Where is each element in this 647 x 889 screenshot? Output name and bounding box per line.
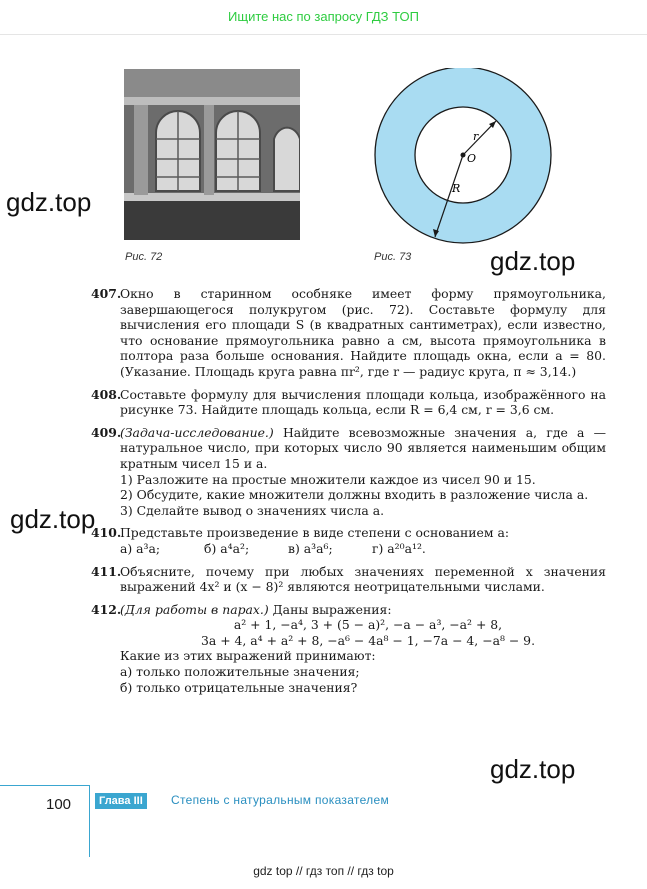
footer-rule-vertical xyxy=(89,785,90,857)
option-g: г) a²⁰a¹². xyxy=(372,540,426,556)
footer-links: gdz top // гдз топ // гдз top xyxy=(253,864,394,878)
question: Какие из этих выражений принимают: xyxy=(120,648,376,664)
problem-intro: (Для работы в парах.) xyxy=(120,601,269,617)
watermark: gdz.top xyxy=(10,504,96,534)
expressions-line-2: 3a + 4, a⁴ + a² + 8, −a⁶ − 4a⁸ − 1, −7a − 4, −a⁸ − 9. xyxy=(200,632,536,648)
problem-number: 407. xyxy=(91,286,122,301)
problem-text: Даны выражения: xyxy=(268,601,392,617)
problem-number: 412. xyxy=(91,601,122,617)
divider xyxy=(0,34,647,35)
step-1: 1) Разложите на простые множители каждое из чисел 90 и 15. xyxy=(120,471,536,487)
watermark: gdz.top xyxy=(490,246,576,276)
footer-rule xyxy=(0,785,89,786)
label-o: O xyxy=(467,152,477,165)
option-b: б) a⁴a²; xyxy=(204,540,250,556)
ring-figure xyxy=(372,68,554,248)
window-photo xyxy=(124,69,300,240)
fig72-caption: Рис. 72 xyxy=(125,251,163,263)
page-number: 100 xyxy=(46,796,72,813)
chapter-badge: Глава III xyxy=(95,793,147,809)
option-v: в) a³a⁶; xyxy=(288,540,333,556)
problem-text: Найдите всевозможные значения a, где a — натуральное число, при которых число 90 является наименьшим общим кратным чисел 15 и a. xyxy=(120,424,606,471)
problem-411 xyxy=(91,564,606,595)
label-R: R xyxy=(452,182,461,195)
step-2: 2) Обсудите, какие множители должны входить в разложение числа a. xyxy=(120,487,589,503)
problem-410 xyxy=(91,525,606,556)
watermark: gdz.top xyxy=(490,754,576,784)
problem-number: 409. xyxy=(91,424,122,440)
problem-text: Окно в старинном особняке имеет форму прямоугольника, завершающегося полукругом (рис. 72). Составьте формулу для вычисления его площади S (в квадратных сантиметрах), если известно, что основание прямоугольника равно a см, высота прямоугольника в полтора раза больше основания. Найдите площадь окна, если a = 80. (Указание. Площадь круга равна πr², где r — радиус круга, π ≈ 3,14.) xyxy=(120,286,606,379)
chapter-title: Степень с натуральным показателем xyxy=(171,793,389,807)
step-3: 3) Сделайте вывод о значениях числа a. xyxy=(120,502,385,518)
fig73-caption: Рис. 73 xyxy=(374,251,412,263)
problem-412 xyxy=(91,602,606,696)
problem-text: Объясните, почему при любых значениях переменной x значения выражений 4x² и (x − 8)² являются неотрицательными числами. xyxy=(120,563,606,595)
problems-list xyxy=(91,286,606,702)
label-r: r xyxy=(473,130,479,143)
problem-409 xyxy=(91,425,606,519)
banner: Ищите нас по запросу ГДЗ ТОП xyxy=(228,9,419,24)
watermark: gdz.top xyxy=(6,187,92,217)
question-b: б) только отрицательные значения? xyxy=(120,679,358,695)
problem-text: Представьте произведение в виде степени с основанием a: xyxy=(120,525,510,541)
option-a: а) a³a; xyxy=(120,540,161,556)
question-a: а) только положительные значения; xyxy=(120,664,360,680)
problem-intro: (Задача-исследование.) xyxy=(120,424,274,440)
problem-407 xyxy=(91,286,606,380)
problem-text: Составьте формулу для вычисления площади кольца, изображённого на рисунке 73. Найдите площадь кольца, если R = 6,4 см, r = 3,6 см. xyxy=(120,386,606,418)
problem-number: 408. xyxy=(91,386,122,402)
problem-408 xyxy=(91,387,606,418)
problem-number: 411. xyxy=(91,563,122,579)
problem-number: 410. xyxy=(91,525,122,541)
expressions-line-1: a² + 1, −a⁴, 3 + (5 − a)², −a − a³, −a² + 8, xyxy=(233,617,503,633)
